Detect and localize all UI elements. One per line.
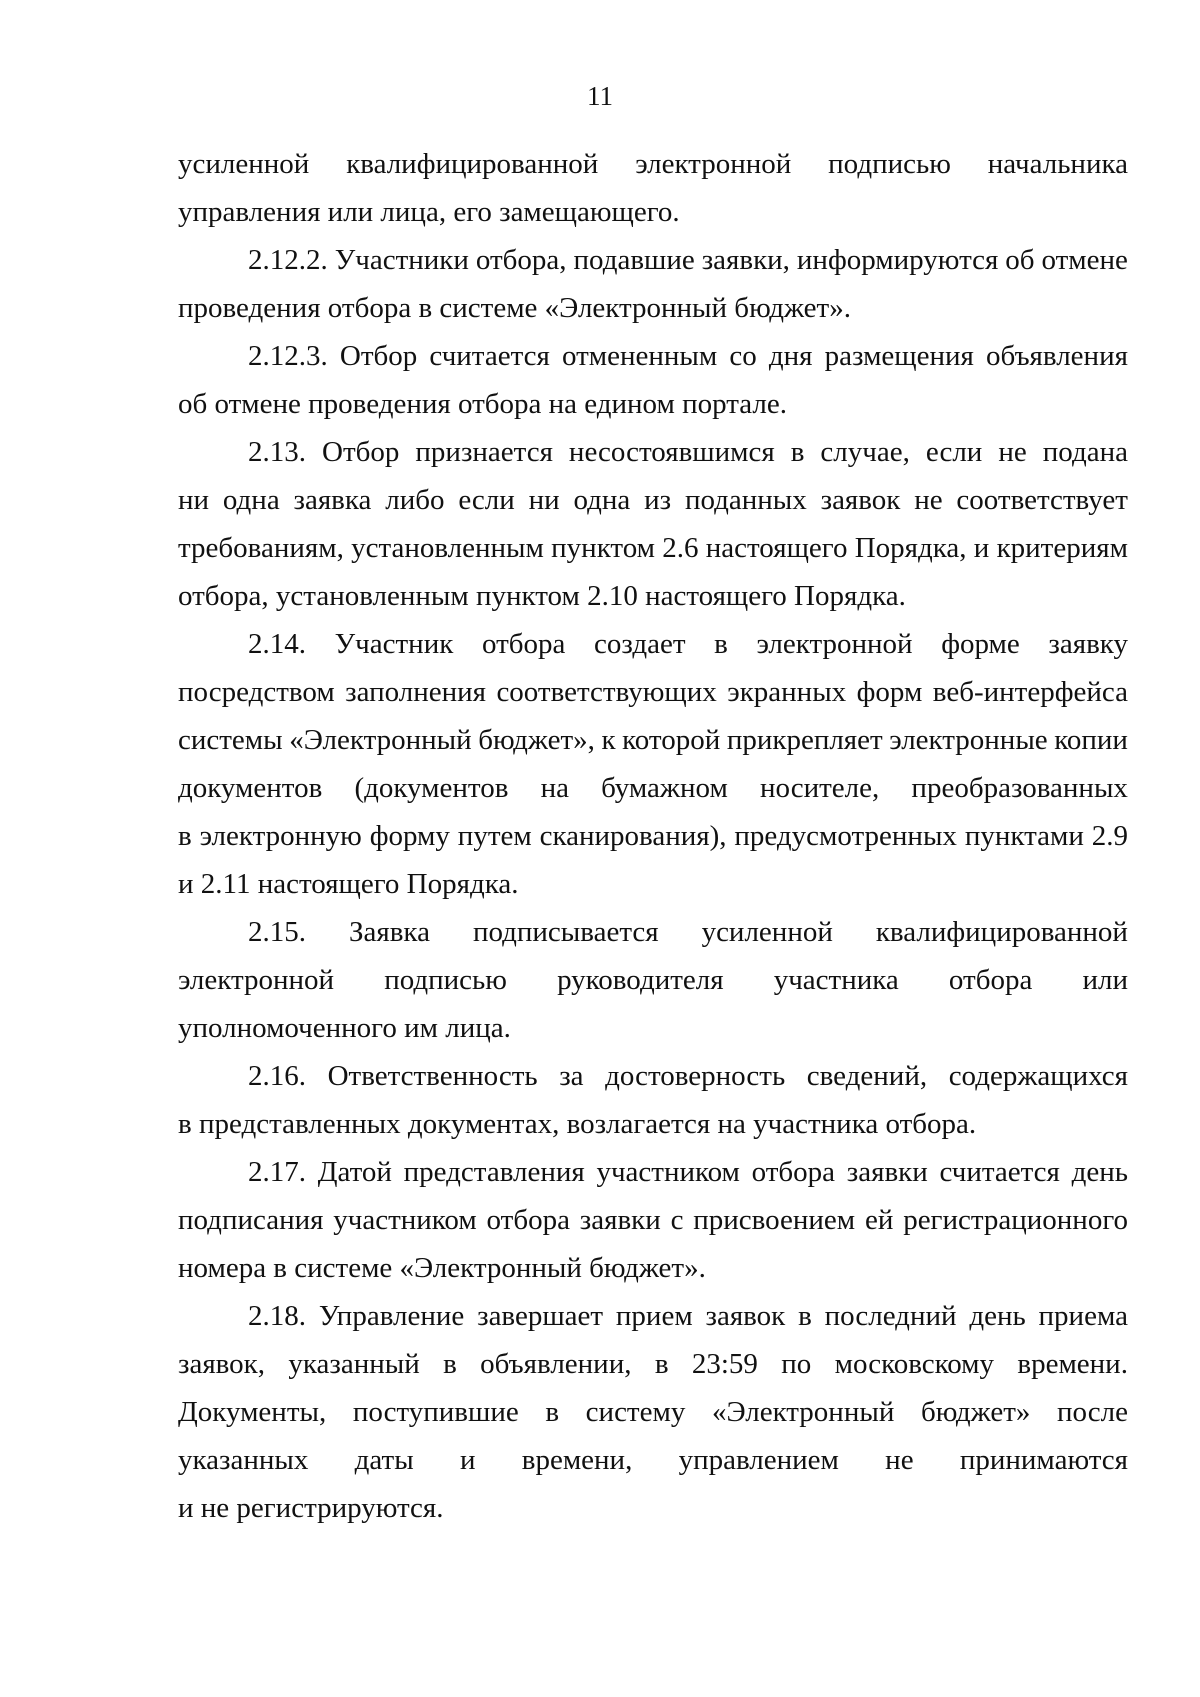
text-line: 2.12.2. Участники отбора, подавшие заявки, информируются об отмене [248, 244, 1128, 276]
text-line: в электронную форму путем сканирования), предусмотренных пунктами 2.9 [178, 820, 1128, 852]
paragraph-p2-12-2 [178, 236, 1128, 332]
text-line: указанных даты и времени, управлением не принимаются [178, 1444, 1128, 1476]
text-line: 2.18. Управление завершает прием заявок в последний день приема [248, 1300, 1128, 1332]
paragraph-p2-13 [178, 428, 1128, 620]
text-line: и не регистрируются. [178, 1492, 444, 1524]
text-line: посредством заполнения соответствующих экранных форм веб-интерфейса [178, 676, 1128, 708]
paragraph-p2-15 [178, 908, 1128, 1052]
text-line: ни одна заявка либо если ни одна из поданных заявок не соответствует [178, 484, 1128, 516]
text-line: управления или лица, его замещающего. [178, 196, 680, 228]
text-line: уполномоченного им лица. [178, 1012, 511, 1044]
paragraph-p2-18 [178, 1292, 1128, 1532]
text-line: и 2.11 настоящего Порядка. [178, 868, 519, 900]
paragraph-p0 [178, 140, 1128, 236]
paragraph-p2-17 [178, 1148, 1128, 1292]
text-line: 2.15. Заявка подписывается усиленной квалифицированной [248, 916, 1128, 948]
text-line: отбора, установленным пунктом 2.10 настоящего Порядка. [178, 580, 906, 612]
text-line: об отмене проведения отбора на едином портале. [178, 388, 787, 420]
text-line: подписания участником отбора заявки с присвоением ей регистрационного [178, 1204, 1128, 1236]
page-number: 11 [587, 81, 613, 111]
text-line: требованиям, установленным пунктом 2.6 настоящего Порядка, и критериям [178, 532, 1128, 564]
text-line: системы «Электронный бюджет», к которой прикрепляет электронные копии [178, 724, 1128, 756]
text-line: 2.13. Отбор признается несостоявшимся в случае, если не подана [248, 436, 1128, 468]
text-line: документов (документов на бумажном носителе, преобразованных [178, 772, 1128, 804]
paragraph-p2-16 [178, 1052, 1128, 1148]
text-line: Документы, поступившие в систему «Электронный бюджет» после [178, 1396, 1128, 1428]
text-line: в представленных документах, возлагается на участника отбора. [178, 1108, 977, 1140]
text-line: 2.14. Участник отбора создает в электронной форме заявку [248, 628, 1128, 660]
text-line: электронной подписью руководителя участника отбора или [178, 964, 1128, 996]
paragraph-p2-14 [178, 620, 1128, 908]
text-line: 2.17. Датой представления участником отбора заявки считается день [248, 1156, 1128, 1188]
text-line: 2.12.3. Отбор считается отмененным со дня размещения объявления [248, 340, 1128, 372]
text-line: заявок, указанный в объявлении, в 23:59 по московскому времени. [178, 1348, 1128, 1380]
text-line: номера в системе «Электронный бюджет». [178, 1252, 706, 1284]
document-body [178, 140, 1128, 1532]
text-line: 2.16. Ответственность за достоверность сведений, содержащихся [248, 1060, 1128, 1092]
text-line: проведения отбора в системе «Электронный бюджет». [178, 292, 851, 324]
paragraph-p2-12-3 [178, 332, 1128, 428]
text-line: усиленной квалифицированной электронной подписью начальника [178, 148, 1128, 180]
